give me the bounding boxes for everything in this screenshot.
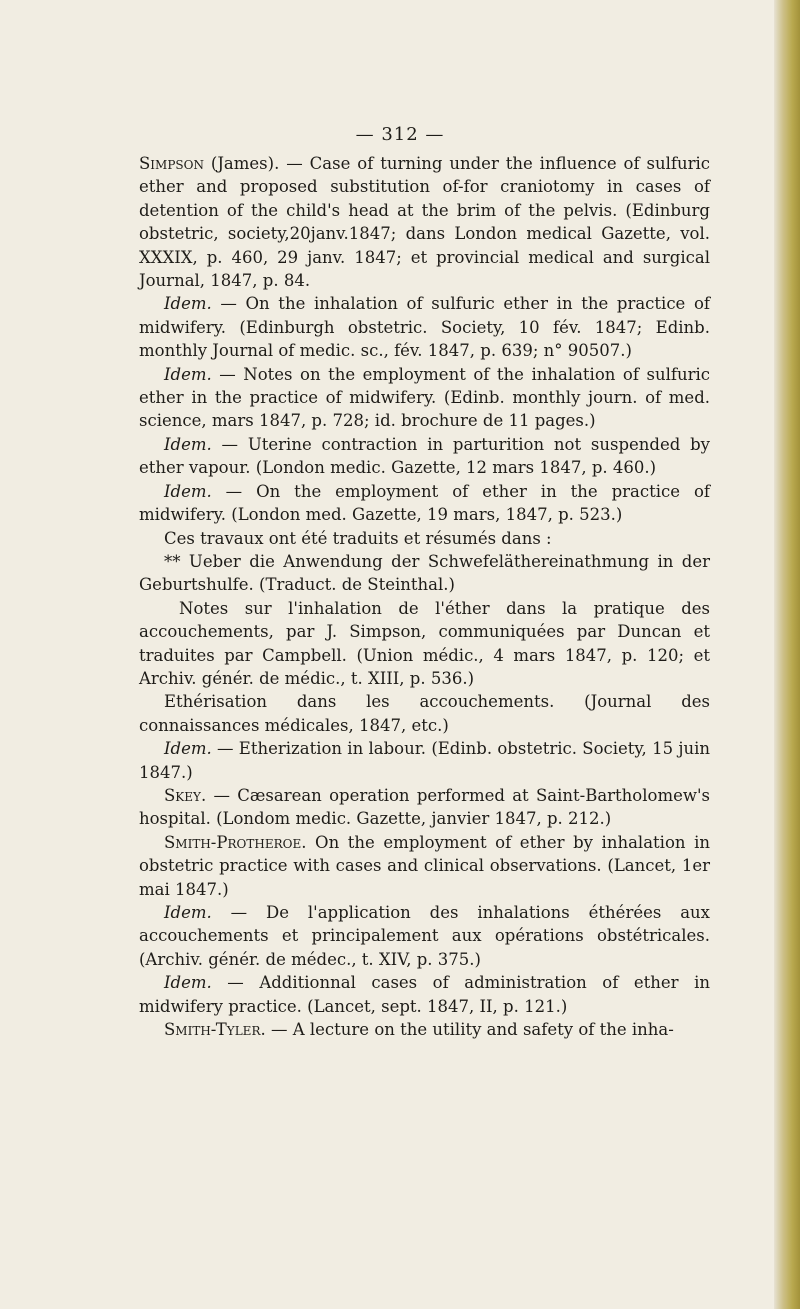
page-edge	[774, 0, 800, 1309]
entry-author: Idem.	[164, 739, 212, 759]
entry-idem-6	[139, 901, 710, 971]
note-translations	[139, 527, 710, 550]
entry-text: — Notes on the employment of the inhalation of sulfuric ether in the practice of midwifery. (Edinb. monthly journ. of med. science, mars 1847, p. 728; id. brochure de 11 pages.)	[139, 364, 710, 431]
entry-author: Smith-Protheroe.	[164, 832, 307, 852]
entry-text: — Cæsarean operation performed at Saint-Bartholomew's hospital. (Londom medic. Gazette, janvier 1847, p. 212.)	[139, 785, 710, 829]
entry-notes-inhalation	[139, 597, 710, 691]
entry-author: Smith-Tyler.	[164, 1020, 266, 1040]
entry-author: Idem.	[164, 364, 212, 384]
entry-author: Simpson	[139, 154, 204, 173]
entry-author: Idem.	[164, 481, 212, 501]
entry-text: On the employment of ether by inhalation in obstetric practice with cases and clinical observations. (Lancet, 1er mai 1847.)	[139, 832, 710, 899]
bibliography-text	[139, 152, 710, 1041]
page-number: — 312 —	[355, 124, 445, 145]
entry-smith-tyler	[139, 1018, 710, 1041]
entry-text: Ethérisation dans les accouchements. (Journal des connaissances médicales, 1847, etc.)	[139, 692, 710, 735]
entry-text: — On the inhalation of sulfuric ether in the practice of midwifery. (Edinburgh obstetric. Society, 10 fév. 1847; Edinb. monthly Journal of medic. sc., fév. 1847, p. 639; n° 90507.)	[139, 294, 710, 361]
entry-idem-4	[139, 480, 710, 527]
entry-text: — Uterine contraction in parturition not suspended by ether vapour. (London medic. Gazette, 12 mars 1847, p. 460.)	[139, 434, 710, 478]
entry-text: — De l'application des inhalations éthérées aux accouchements et principalement aux opérations obstétricales. (Archiv. génér. de médec., t. XIV, p. 375.)	[139, 903, 710, 969]
entry-smith-protheroe	[139, 831, 710, 901]
entry-text: — Etherization in labour. (Edinb. obstetric. Society, 15 juin 1847.)	[139, 739, 710, 782]
entry-author: Skey.	[164, 785, 207, 805]
entry-author: Idem.	[164, 294, 212, 314]
entry-idem-7	[139, 971, 710, 1018]
entry-text: ** Ueber die Anwendung der Schwefeläthereinathmung in der Geburtshulfe. (Traduct. de Steinthal.)	[139, 551, 710, 595]
entry-text: — On the employment of ether in the practice of midwifery. (London med. Gazette, 19 mars, 1847, p. 523.)	[139, 481, 710, 525]
entry-author: Idem.	[164, 903, 212, 922]
entry-steinthal	[139, 550, 710, 597]
entry-author: Idem.	[164, 434, 212, 454]
entry-idem-1	[139, 292, 710, 362]
entry-etherisation	[139, 690, 710, 737]
entry-text: (James). — Case of turning under the influence of sulfuric ether and proposed substitution of-for craniotomy in cases of detention of the child's head at the brim of the pelvis. (Edinburg obstetric, society,20janv.1847; dans London medical Gazette, vol. XXXIX, p. 460, 29 janv. 1847; et provincial medical and surgical Journal, 1847, p. 84.	[139, 154, 710, 291]
entry-idem-3	[139, 433, 710, 480]
entry-simpson	[139, 152, 710, 292]
entry-text: — A lecture on the utility and safety of the inha-	[265, 1020, 674, 1040]
entry-idem-5	[139, 737, 710, 784]
entry-skey	[139, 784, 710, 831]
entry-text: — Additionnal cases of administration of ether in midwifery practice. (Lancet, sept. 1847, II, p. 121.)	[139, 973, 710, 1016]
entry-text: Ces travaux ont été traduits et résumés dans :	[164, 528, 552, 548]
entry-author: Idem.	[164, 973, 212, 993]
entry-text: Notes sur l'inhalation de l'éther dans la pratique des accouchements, par J. Simpson, communiquées par Duncan et traduites par Campbell. (Union médic., 4 mars 1847, p. 120; et Archiv. génér. de médic., t. XIII, p. 536.)	[139, 598, 710, 688]
entry-idem-2	[139, 363, 710, 433]
